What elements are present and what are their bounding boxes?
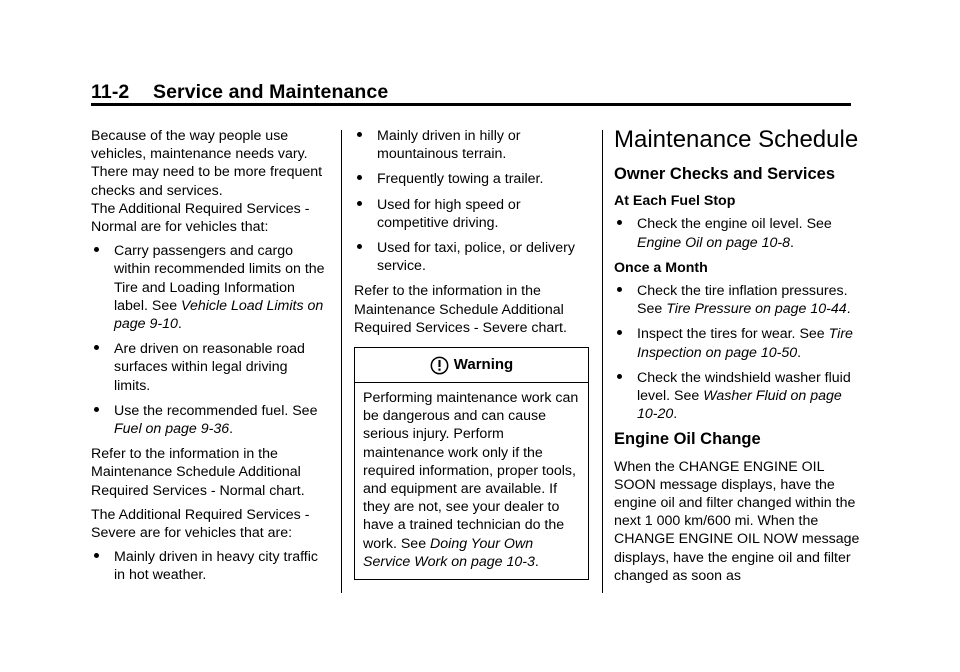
cross-reference: Tire Pressure on page 10-44 [666,301,847,318]
severe-intro-paragraph: The Additional Required Services - Severe are for vehicles that are: [91,506,310,542]
list-item: Inspect the tires for wear. See Tire Inspection on page 10-50. [614,325,860,361]
section-heading: Maintenance Schedule [614,126,859,153]
monthly-list [614,282,860,423]
refer-normal-paragraph: Refer to the information in the Maintenance Schedule Additional Required Services - Normal chart. [91,446,305,499]
list-item: Mainly driven in hilly or mountainous terrain. [354,127,590,163]
list-item: Check the tire inflation pressures. See Tire Pressure on page 10-44. [614,282,860,318]
page-header [91,81,851,104]
intro-paragraph: Because of the way people use vehicles, maintenance needs vary. There may need to be more frequent checks and services. [91,128,323,199]
severe-conditions-list-continued [354,127,590,275]
warning-icon [430,356,449,375]
cross-reference: Vehicle Load Limits on page 9-10 [114,297,324,333]
section-title: Service and Maintenance [153,81,389,103]
subsection-heading: Engine Oil Change [614,430,761,449]
subsection-heading: Owner Checks and Services [614,165,836,183]
list-item: Use the recommended fuel. See Fuel on page 9-36. [91,402,325,438]
cross-reference: Engine Oil on page 10-8 [637,234,791,251]
list-item: Carry passengers and cargo within recommended limits on the Tire and Loading Information label. See Vehicle Load Limits on page 9-10. [91,242,325,333]
list-item: Mainly driven in heavy city traffic in hot weather. [91,548,325,584]
column-divider [341,130,342,593]
cross-reference: Tire Inspection on page 10-50 [637,326,853,361]
column-right [614,127,860,591]
list-item: Used for high speed or competitive driving. [354,196,590,232]
list-item: Are driven on reasonable road surfaces within legal driving limits. [91,340,325,395]
warning-header [355,348,588,383]
cross-reference: Doing Your Own Service Work on page 10-3 [363,535,535,570]
monthly-heading: Once a Month [614,259,708,276]
column-middle [354,127,590,580]
warning-box [354,347,589,580]
header-rule [91,103,851,106]
fuel-stop-list [614,215,860,251]
fuel-stop-heading: At Each Fuel Stop [614,193,736,210]
refer-severe-paragraph: Refer to the information in the Maintenance Schedule Additional Required Services - Severe chart. [354,283,567,336]
list-item: Check the windshield washer fluid level. See Washer Fluid on page 10-20. [614,369,860,424]
list-item: Used for taxi, police, or delivery service. [354,239,590,275]
column-left [91,127,325,592]
normal-conditions-list [91,242,325,438]
warning-title: Warning [453,355,514,373]
normal-intro-paragraph: The Additional Required Services - Normal are for vehicles that: [91,200,310,236]
column-divider [602,130,603,593]
warning-body: Performing maintenance work can be dangerous and can cause serious injury. Perform maintenance work only if the required information, proper tools, and equipment are available. If they are not, see your dealer to have a trained technician do the work. See Doing Your Own Service Work on page 10-3. [363,390,579,570]
list-item: Check the engine oil level. See Engine Oil on page 10-8. [614,215,860,251]
page-number: 11-2 [91,81,130,103]
cross-reference: Washer Fluid on page 10-20 [637,388,842,423]
list-item: Frequently towing a trailer. [354,170,590,188]
cross-reference: Fuel on page 9-36 [114,421,230,438]
oil-change-paragraph: When the CHANGE ENGINE OIL SOON message displays, have the engine oil and filter changed within the next 1 000 km/600 mi. When the CHANGE ENGINE OIL NOW message displays, have the engine oil and filter changed as soon as [614,458,860,584]
severe-conditions-list [91,548,325,584]
